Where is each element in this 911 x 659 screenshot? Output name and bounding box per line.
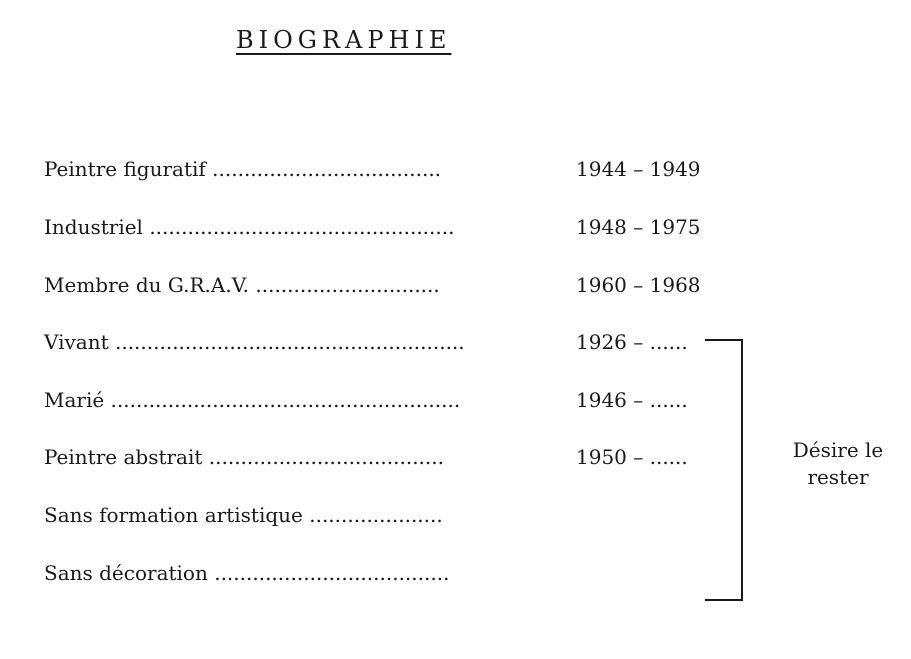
entry-dates: 1946 – ...... [576,388,688,412]
entry-label: Peintre abstrait ..................................... [44,445,444,469]
entry-label: Marié ....................................................... [44,388,461,412]
entry-label: Industriel ................................................ [44,215,455,239]
entry-label: Sans formation artistique ..................... [44,503,443,527]
entry-label: Vivant ....................................................... [44,330,465,354]
entry-label: Membre du G.R.A.V. ............................. [44,273,440,297]
entry-dates: 1960 – 1968 [576,273,701,297]
bracket [705,339,743,601]
note-line-1: Désire le [792,438,884,462]
entry-label: Sans décoration ..................................... [44,561,450,585]
entry-dates: 1944 – 1949 [576,157,701,181]
entry-dates: 1948 – 1975 [576,215,701,239]
entry-dates: 1950 – ...... [576,445,688,469]
entry-dates: 1926 – ...... [576,330,688,354]
entry-label: Peintre figuratif .................................... [44,157,442,181]
page-title: BIOGRAPHIE [236,26,452,54]
bracket-note [776,437,900,491]
note-line-2: rester [807,465,869,489]
